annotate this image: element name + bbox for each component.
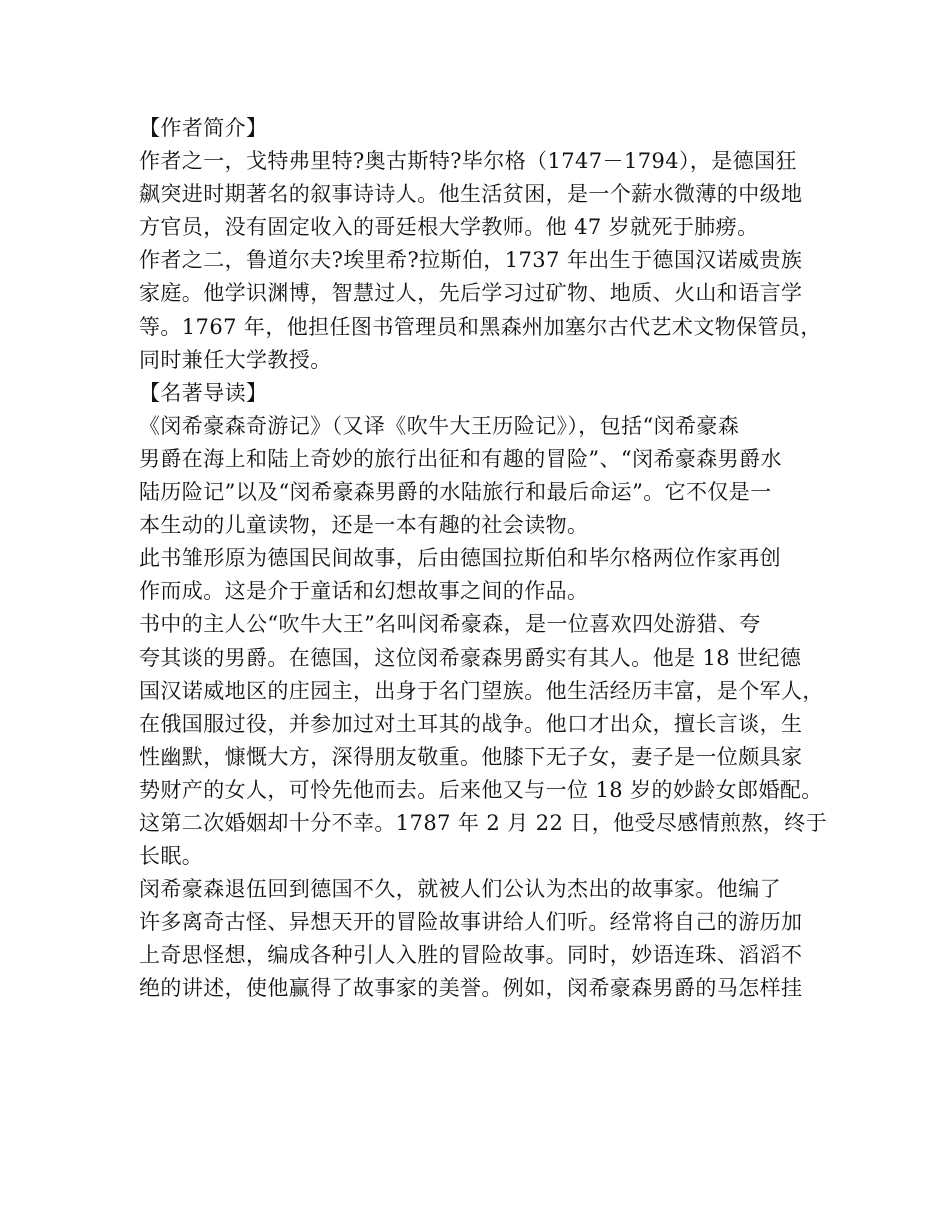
text-line: 本生动的儿童读物，还是一本有趣的社会读物。 (139, 513, 589, 538)
document-page (139, 112, 828, 1006)
text-line: 同时兼任大学教授。 (139, 347, 332, 372)
text-line: 陆历险记”以及“闵希豪森男爵的水陆旅行和最后命运”。它不仅是一 (139, 480, 772, 505)
paragraph-book-intro (139, 410, 819, 542)
section-heading-author-intro: 【作者简介】 (139, 116, 268, 140)
paragraph-author-one (139, 145, 819, 244)
text-line: 作者之一，戈特弗里特?奥古斯特?毕尔格（1747－1794），是德国狂 (139, 149, 797, 174)
text-line: 书中的主人公“吹牛大王”名叫闵希豪森，是一位喜欢四处游猎、夸 (139, 612, 761, 637)
text-line: 势财产的女人，可怜先他而去。后来他又与一位 18 岁的妙龄女郎婚配。 (139, 777, 823, 802)
text-line: 作者之二，鲁道尔夫?埃里希?拉斯伯，1737 年出生于德国汉诺威贵族 (139, 248, 803, 273)
paragraph-storyteller (139, 873, 819, 1005)
text-line: 许多离奇古怪、异想天开的冒险故事讲给人们听。经常将自己的游历加 (139, 910, 803, 935)
paragraph-author-two (139, 244, 822, 376)
text-line: 家庭。他学识渊博，智慧过人，先后学习过矿物、地质、火山和语言学 (139, 281, 803, 306)
text-line: 夸其谈的男爵。在德国，这位闵希豪森男爵实有其人。他是 18 世纪德 (139, 645, 802, 670)
text-line: 长眠。 (139, 844, 204, 869)
text-line: 在俄国服过役，并参加过对土耳其的战争。他口才出众，擅长言谈，生 (139, 711, 803, 736)
text-line: 这第二次婚姻却十分不幸。1787 年 2 月 22 日，他受尽感情煎熬，终于 (139, 810, 828, 835)
text-line: 方官员，没有固定收入的哥廷根大学教师。他 47 岁就死于肺痨。 (139, 215, 759, 240)
text-line: 此书雏形原为德国民间故事，后由德国拉斯伯和毕尔格两位作家再创 (139, 546, 781, 571)
text-line: 闵希豪森退伍回到德国不久，就被人们公认为杰出的故事家。他编了 (139, 877, 781, 902)
text-line: 上奇思怪想，编成各种引人入胜的冒险故事。同时，妙语连珠、滔滔不 (139, 943, 803, 968)
section-heading-book-guide: 【名著导读】 (139, 380, 268, 405)
text-line: 绝的讲述，使他赢得了故事家的美誉。例如，闵希豪森男爵的马怎样挂 (139, 976, 803, 1001)
text-line: 等。1767 年，他担任图书管理员和黑森州加塞尔古代艺术文物保管员， (139, 314, 822, 339)
text-line: 飙突进时期著名的叙事诗诗人。他生活贫困，是一个薪水微薄的中级地 (139, 182, 803, 207)
text-line: 性幽默，慷慨大方，深得朋友敬重。他膝下无子女，妻子是一位颇具家 (139, 744, 803, 769)
text-line: 《闵希豪森奇游记》（又译《吹牛大王历险记》），包括“闵希豪森 (139, 413, 740, 438)
text-line: 国汉诺威地区的庄园主，出身于名门望族。他生活经历丰富，是个军人， (139, 678, 824, 703)
text-line: 作而成。这是介于童话和幻想故事之间的作品。 (139, 579, 589, 604)
text-line: 男爵在海上和陆上奇妙的旅行出征和有趣的冒险”、“闵希豪森男爵水 (139, 446, 782, 471)
paragraph-protagonist (139, 608, 828, 873)
paragraph-book-origin (139, 542, 819, 608)
